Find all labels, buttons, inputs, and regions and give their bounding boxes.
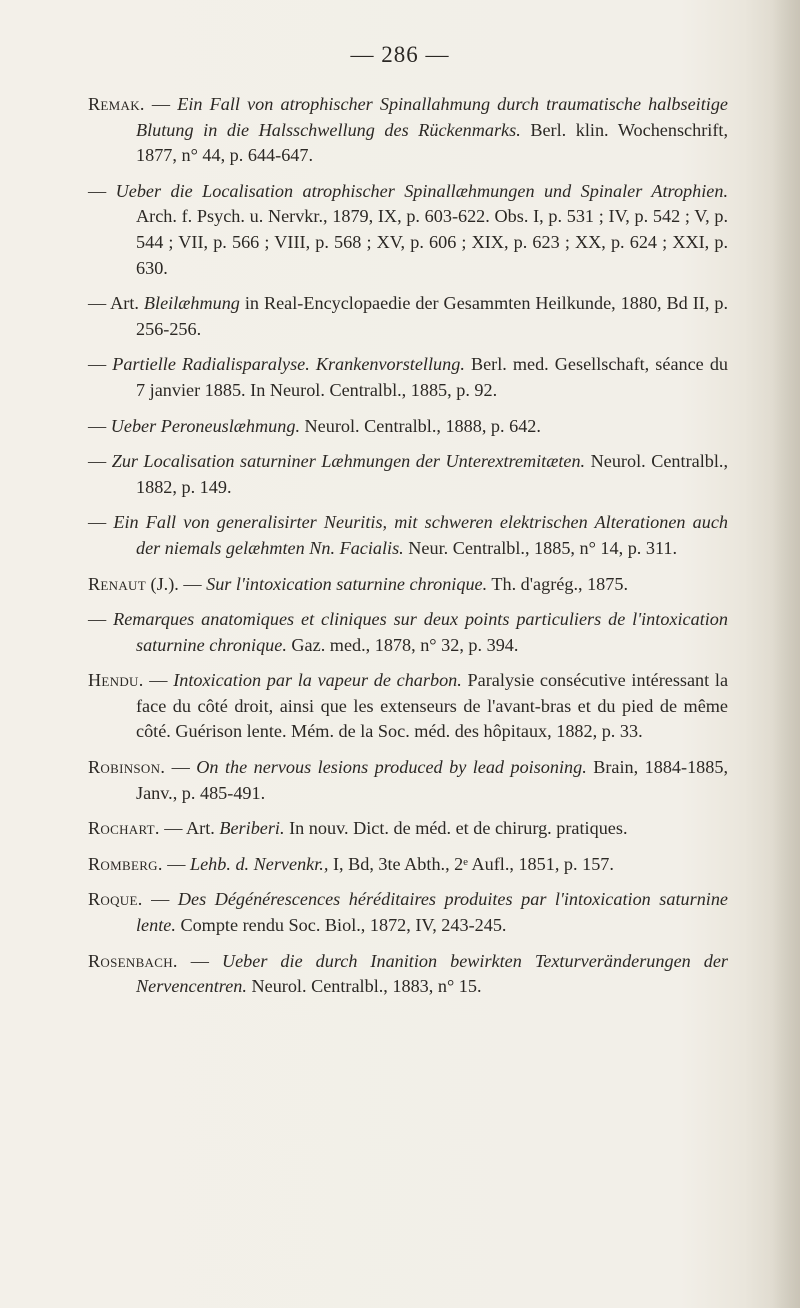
entry-author: Romberg. (88, 853, 163, 874)
bibliography (88, 92, 728, 1010)
entry-title: Ueber die durch Inanition bewirkten Texturveränderungen der Nervencentren. (136, 950, 729, 997)
bibliography-entry (88, 607, 728, 658)
entry-title: Ein Fall von atrophischer Spinallahmung durch traumatische halbseitige Blutung in die Halsschwellung des Rückenmarks. (136, 94, 728, 140)
entry-details: Neurol. Centralbl., 1883, n° 15. (246, 976, 482, 997)
bibliography-entry (88, 949, 728, 1000)
entry-title: Remarques anatomiques et cliniques sur deux points particuliers de l'intoxication saturnine chronique. (113, 609, 728, 655)
bibliography-entry (88, 852, 728, 878)
entry-author: Renaut (88, 573, 146, 594)
entry-details: Art. (186, 818, 220, 839)
entry-dash: — (88, 512, 107, 533)
entry-details: Berl. klin. Wochenschrift, 1877, n° 44, p. 644-647. (136, 119, 728, 166)
entry-title: On the nervous lesions produced by lead poisoning. (196, 757, 587, 778)
entry-details: Berl. med. Gesellschaft, séance du 7 janvier 1885. In Neurol. Centralbl., 1885, p. 92. (136, 354, 729, 400)
entry-author: Rochart. (88, 818, 160, 839)
entry-details: Th. d'agrég., 1875. (487, 573, 629, 594)
bibliography-entry (88, 510, 728, 561)
bibliography-entry (88, 179, 728, 281)
entry-dash: — (190, 950, 209, 971)
bibliography-entry (88, 668, 728, 745)
entry-dash: — (88, 609, 107, 630)
bibliography-entry (88, 572, 728, 598)
entry-dash: — (151, 94, 171, 114)
entry-details: Compte rendu Soc. Biol., 1872, IV, 243-245. (175, 915, 507, 936)
entry-author: Rosenbach. (88, 950, 178, 971)
entry-dash: — (88, 293, 107, 314)
bibliography-entry (88, 449, 728, 500)
bibliography-entry (88, 414, 728, 440)
page-edge-shadow (772, 0, 800, 1308)
entry-dash: — (88, 354, 107, 375)
entry-details: Art. (110, 293, 144, 314)
entry-author: Hendu. (88, 670, 144, 691)
entry-title: Sur l'intoxication saturnine chronique. (206, 573, 488, 594)
entry-details: in Real-Encyclopaedie der Gesammten Heilkunde, 1880, Bd II, p. 256-256. (136, 293, 729, 339)
bibliography-entry (88, 816, 728, 842)
bibliography-entry (88, 887, 728, 938)
entry-title: Ueber Peroneuslæhmung. (110, 415, 300, 436)
page-number: — 286 — (350, 42, 450, 67)
entry-title: Zur Localisation saturniner Læhmungen der Unterextremitæten. (111, 451, 586, 472)
entry-dash: — (151, 889, 170, 910)
entry-dash: — (88, 451, 107, 472)
bibliography-entry (88, 92, 728, 169)
entry-author: Robinson. (88, 757, 166, 778)
entry-title: Bleilæhmung (143, 293, 240, 314)
entry-dash: — (167, 853, 186, 874)
entry-title: Des Dégénérescences héréditaires produites par l'intoxication saturnine lente. (136, 889, 729, 936)
entry-details: Neurol. Centralbl., 1882, p. 149. (136, 451, 728, 497)
entry-dash: — (88, 415, 107, 436)
entry-details: I, Bd, 3te Abth., 2ᵉ Aufl., 1851, p. 157. (328, 853, 614, 874)
entry-dash: (J.). — (150, 573, 202, 594)
entry-author: Roque. (88, 889, 143, 910)
bibliography-entry (88, 291, 728, 342)
entry-details: Neurol. Centralbl., 1888, p. 642. (300, 415, 541, 436)
entry-title: Ein Fall von generalisirter Neuritis, mit schweren elektrischen Alterationen auch der niemals gelæhmten Nn. Facialis. (113, 512, 729, 558)
bibliography-entry (88, 352, 728, 403)
entry-author: Remak. (88, 94, 145, 114)
entry-dash: — (164, 818, 183, 839)
entry-details: Arch. f. Psych. u. Nervkr., 1879, IX, p. 603-622. Obs. I, p. 531 ; IV, p. 542 ; V, p. 544 ; VII, p. 566 ; VIII, p. 568 ; XV, p. 606 ; XIX, p. 623 ; XX, p. 624 ; XXI, p. 630. (136, 206, 728, 278)
entry-title: Intoxication par la vapeur de charbon. (173, 670, 462, 691)
bibliography-entry (88, 755, 728, 806)
entry-dash: — (88, 180, 107, 201)
entry-title: Partielle Radialisparalyse. Krankenvorstellung. (112, 354, 465, 375)
entry-title: Lehb. d. Nervenkr., (189, 853, 329, 874)
entry-details: Gaz. med., 1878, n° 32, p. 394. (286, 634, 519, 655)
entry-details: Brain, 1884-1885, Janv., p. 485-491. (136, 757, 728, 803)
entry-details: Paralysie consécutive intéressant la face du côté droit, ainsi que les extenseurs de l'avant-bras et du pied de même côté. Guérison lente. Mém. de la Soc. méd. des hôpitaux, 1882, p. 33. (136, 670, 729, 742)
entry-dash: — (149, 670, 168, 691)
entry-dash: — (171, 757, 190, 778)
entry-title: Beriberi. (219, 818, 285, 839)
entry-title: Ueber die Localisation atrophischer Spinallæhmungen und Spinaler Atrophien. (115, 180, 728, 201)
entry-details: In nouv. Dict. de méd. et de chirurg. pratiques. (284, 818, 628, 839)
entry-details: Neur. Centralbl., 1885, n° 14, p. 311. (403, 537, 678, 558)
